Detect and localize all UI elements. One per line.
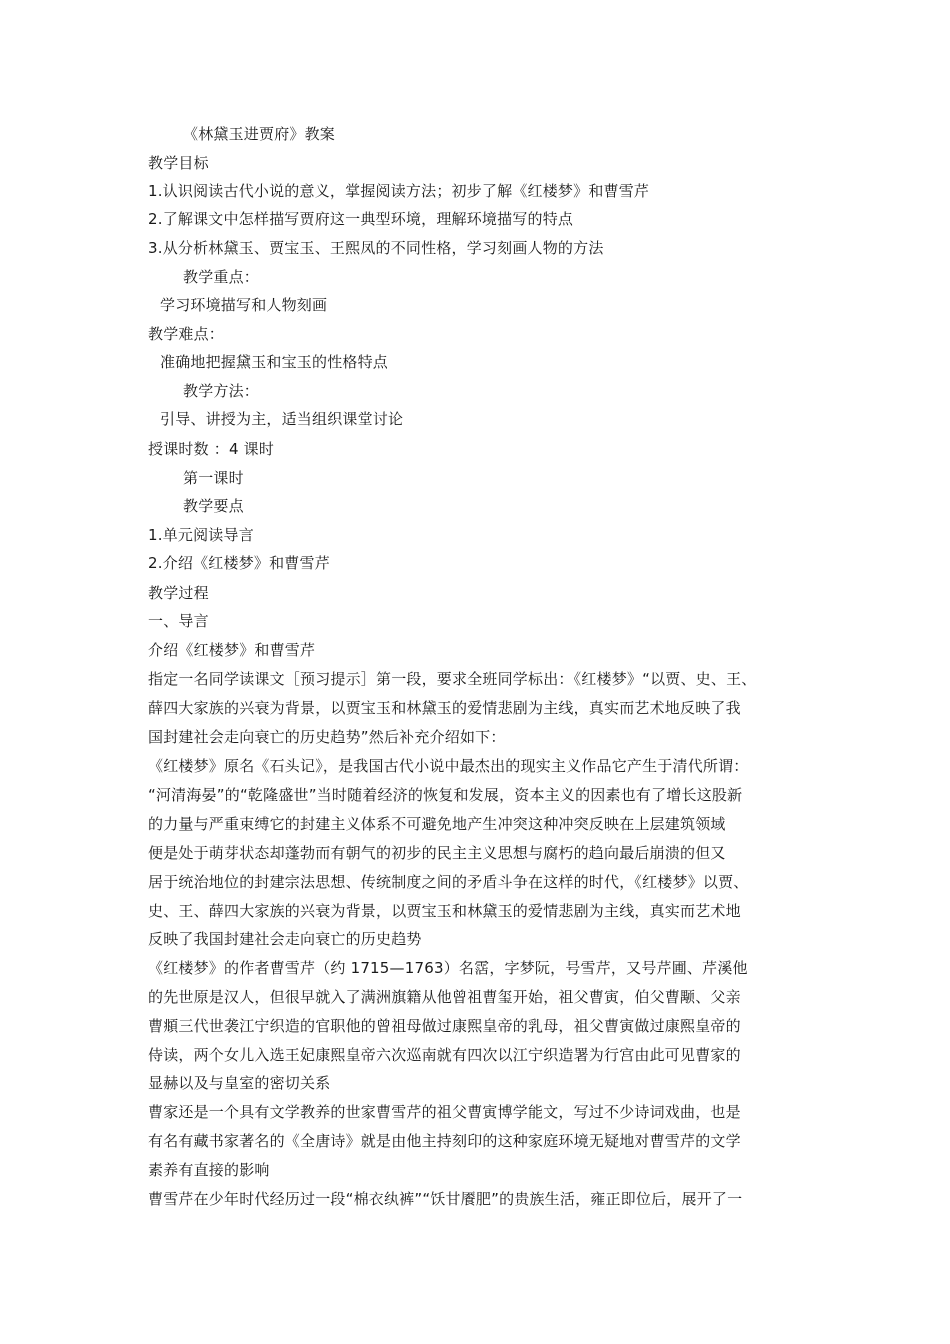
- class-hours: 授课时数 ：4 课时: [148, 440, 275, 458]
- heading-teaching-goals: 教学目标: [148, 154, 209, 172]
- paragraph-line: 的先世原是汉人，但很早就入了满洲旗籍从他曾祖曹玺开始，祖父曹寅，伯父曹颙、父亲: [148, 988, 741, 1006]
- paragraph-line: “河清海晏”的“乾隆盛世”当时随着经济的恢复和发展，资本主义的因素也有了增长这股新: [148, 786, 743, 804]
- methods-text: 引导、讲授为主，适当组织课堂讨论: [160, 410, 404, 428]
- paragraph-line: 曹家还是一个具有文学教养的世家曹雪芹的祖父曹寅博学能文，写过不少诗词戏曲，也是: [148, 1103, 741, 1121]
- lesson-point-2: 2.介绍《红楼梦》和曹雪芹: [148, 554, 330, 572]
- paragraph-line: 薛四大家族的兴衰为背景，以贾宝玉和林黛玉的爱情悲剧为主线，真实而艺术地反映了我: [148, 699, 741, 717]
- lesson-point-1: 1.单元阅读导言: [148, 526, 254, 544]
- goal-item-3: 3.从分析林黛玉、贾宝玉、王熙凤的不同性格，学习刻画人物的方法: [148, 239, 604, 257]
- heading-difficulties: 教学难点：: [148, 325, 225, 343]
- goal-item-2: 2.了解课文中怎样描写贾府这一典型环境，理解环境描写的特点: [148, 210, 574, 228]
- paragraph-line: 曹頫三代世袭江宁织造的官职他的曾祖母做过康熙皇帝的乳母，祖父曹寅做过康熙皇帝的: [148, 1017, 741, 1035]
- paragraph-line: 便是处于萌芽状态却蓬勃而有朝气的初步的民主主义思想与腐朽的趋向最后崩溃的但又: [148, 844, 726, 862]
- heading-key-points: 教学重点：: [183, 268, 260, 286]
- section-intro: 一、导言: [148, 612, 209, 630]
- key-points-text: 学习环境描写和人物刻画: [160, 296, 328, 314]
- paragraph-line: 指定一名同学读课文［预习提示］第一段，要求全班同学标出：《红楼梦》“以贾、史、王、: [148, 670, 757, 688]
- intro-subheading: 介绍《红楼梦》和曹雪芹: [148, 641, 316, 659]
- paragraph-line: 素养有直接的影响: [148, 1161, 270, 1179]
- paragraph-line: 显赫以及与皇室的密切关系: [148, 1074, 331, 1092]
- difficulties-text: 准确地把握黛玉和宝玉的性格特点: [160, 353, 389, 371]
- paragraph-line: 史、王、薛四大家族的兴衰为背景，以贾宝玉和林黛玉的爱情悲剧为主线，真实而艺术地: [148, 902, 741, 920]
- paragraph-line: 《红楼梦》原名《石头记》，是我国古代小说中最杰出的现实主义作品它产生于清代所谓：: [148, 757, 749, 775]
- paragraph-line: 曹雪芹在少年时代经历过一段“棉衣纨裤”“饫甘餍肥”的贵族生活，雍正即位后，展开了一: [148, 1190, 743, 1208]
- heading-first-lesson: 第一课时: [183, 469, 244, 487]
- paragraph-line: 居于统治地位的封建宗法思想、传统制度之间的矛盾斗争在这样的时代，《红楼梦》以贾、: [148, 873, 749, 891]
- paragraph-line: 的力量与严重束缚它的封建主义体系不可避免地产生冲突这种冲突反映在上层建筑领域: [148, 815, 726, 833]
- paragraph-line: 国封建社会走向衰亡的历史趋势”然后补充介绍如下：: [148, 728, 506, 746]
- goal-item-1: 1.认识阅读古代小说的意义，掌握阅读方法；初步了解《红楼梦》和曹雪芹: [148, 182, 650, 200]
- heading-methods: 教学方法：: [183, 382, 260, 400]
- paragraph-line: 侍读，两个女儿入选王妃康熙皇帝六次巡南就有四次以江宁织造署为行宫由此可见曹家的: [148, 1046, 741, 1064]
- paragraph-line: 有名有藏书家著名的《全唐诗》就是由他主持刻印的这种家庭环境无疑地对曹雪芹的文学: [148, 1132, 741, 1150]
- heading-lesson-points: 教学要点: [183, 497, 244, 515]
- document-title: 《林黛玉进贾府》教案: [183, 125, 336, 143]
- paragraph-line: 《红楼梦》的作者曹雪芹（约 1715—1763）名霑，字梦阮，号雪芹，又号芹圃、芹溪他: [148, 959, 748, 977]
- paragraph-line: 反映了我国封建社会走向衰亡的历史趋势: [148, 930, 422, 948]
- heading-process: 教学过程: [148, 584, 209, 602]
